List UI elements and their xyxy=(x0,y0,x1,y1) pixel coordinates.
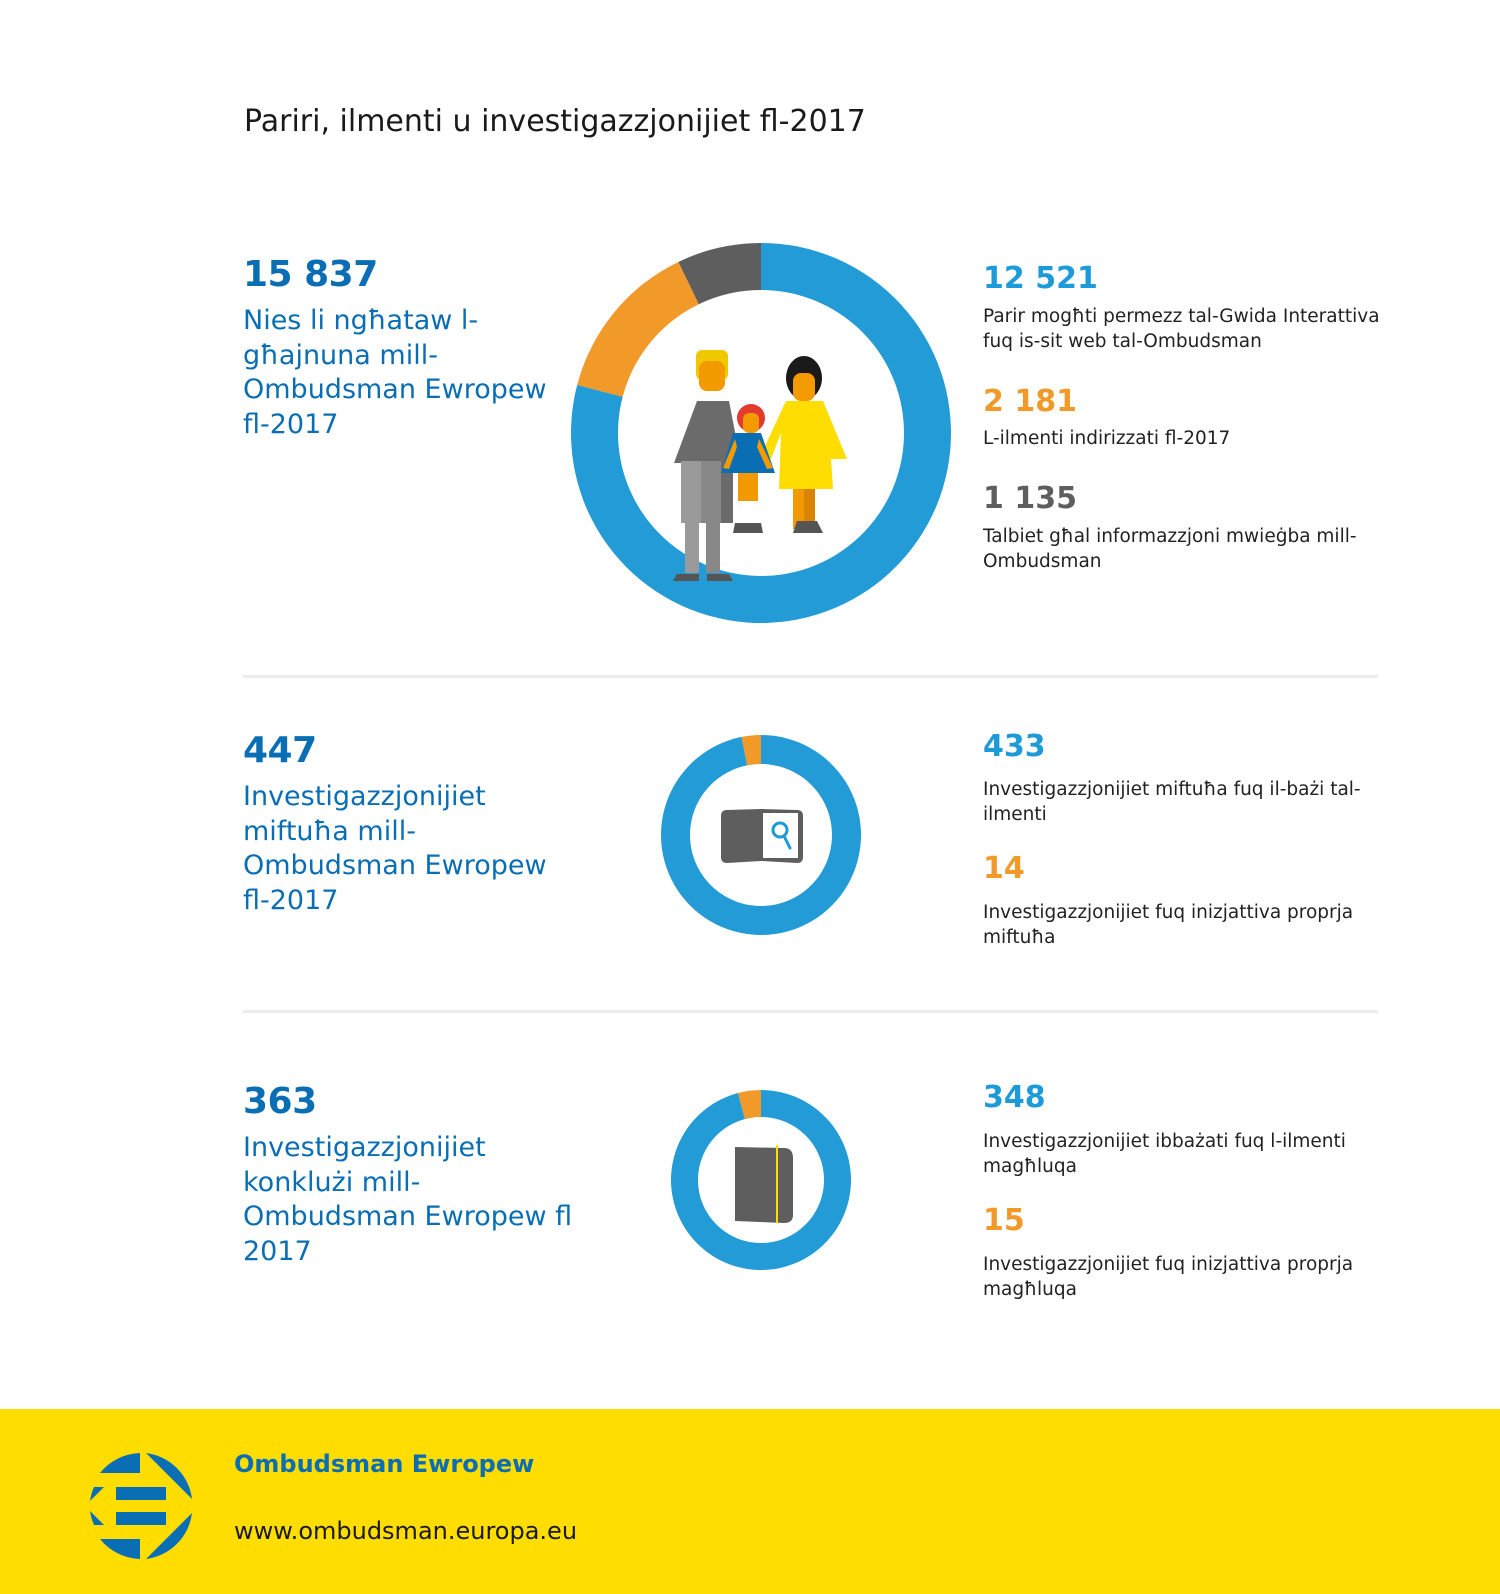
complaints-count: 2 181 xyxy=(983,384,1077,419)
complaint-inquiries-opened-desc: Investigazzjonijiet miftuħa fuq il-bażi tal-ilmenti xyxy=(983,779,1361,825)
donut-segment-l-ilmenti-indirizzati xyxy=(577,262,699,397)
total-opened-inquiries: 447 xyxy=(243,730,317,771)
family-icon xyxy=(673,350,847,581)
footer xyxy=(0,1409,1500,1594)
total-opened-inquiries-label: Investigazzjonijiet miftuħa mill-Ombudsman Ewropew fl-2017 xyxy=(243,781,547,916)
opened-inquiries-donut xyxy=(661,735,861,935)
guide-advice-count: 12 521 xyxy=(983,261,1098,296)
people-helped-donut xyxy=(561,233,961,633)
complaint-inquiries-closed-desc: Investigazzjonijiet ibbażati fuq l-ilmenti magħluqa xyxy=(983,1131,1346,1177)
total-people-helped: 15 837 xyxy=(243,254,378,295)
own-initiative-closed-desc: Investigazzjonijiet fuq inizjattiva proprja magħluqa xyxy=(983,1254,1354,1300)
total-closed-inquiries-label: Investigazzjonijiet konklużi mill-Ombudsman Ewropew fl 2017 xyxy=(243,1132,573,1267)
complaint-inquiries-closed-count: 348 xyxy=(983,1080,1046,1115)
closed-folder-icon xyxy=(735,1145,793,1223)
page-title: Pariri, ilmenti u investigazzjonijiet fl-2017 xyxy=(244,104,866,139)
info-requests-desc: Talbiet għal informazzjoni mwieġba mill-Ombudsman xyxy=(983,526,1357,572)
footer-org-name: Ombudsman Ewropew xyxy=(234,1450,535,1478)
ombudsman-logo xyxy=(88,1453,194,1559)
complaint-inquiries-opened-count: 433 xyxy=(983,729,1046,764)
divider xyxy=(243,675,1378,678)
info-requests-count: 1 135 xyxy=(983,481,1077,516)
own-initiative-closed-count: 15 xyxy=(983,1203,1025,1238)
footer-website-link[interactable]: www.ombudsman.europa.eu xyxy=(234,1517,578,1545)
complaints-desc: L-ilmenti indirizzati fl-2017 xyxy=(983,428,1231,449)
closed-inquiries-donut xyxy=(661,1080,861,1280)
own-initiative-opened-count: 14 xyxy=(983,851,1025,886)
total-people-helped-label: Nies li ngħataw l-għajnuna mill-Ombudsman Ewropew fl-2017 xyxy=(243,305,547,440)
open-folder-search-icon xyxy=(721,809,803,863)
total-closed-inquiries: 363 xyxy=(243,1081,317,1122)
divider xyxy=(243,1010,1378,1013)
guide-advice-desc: Parir mogħti permezz tal-Gwida Interattiva fuq is-sit web tal-Ombudsman xyxy=(983,306,1380,352)
own-initiative-opened-desc: Investigazzjonijiet fuq inizjattiva proprja miftuħa xyxy=(983,902,1354,948)
